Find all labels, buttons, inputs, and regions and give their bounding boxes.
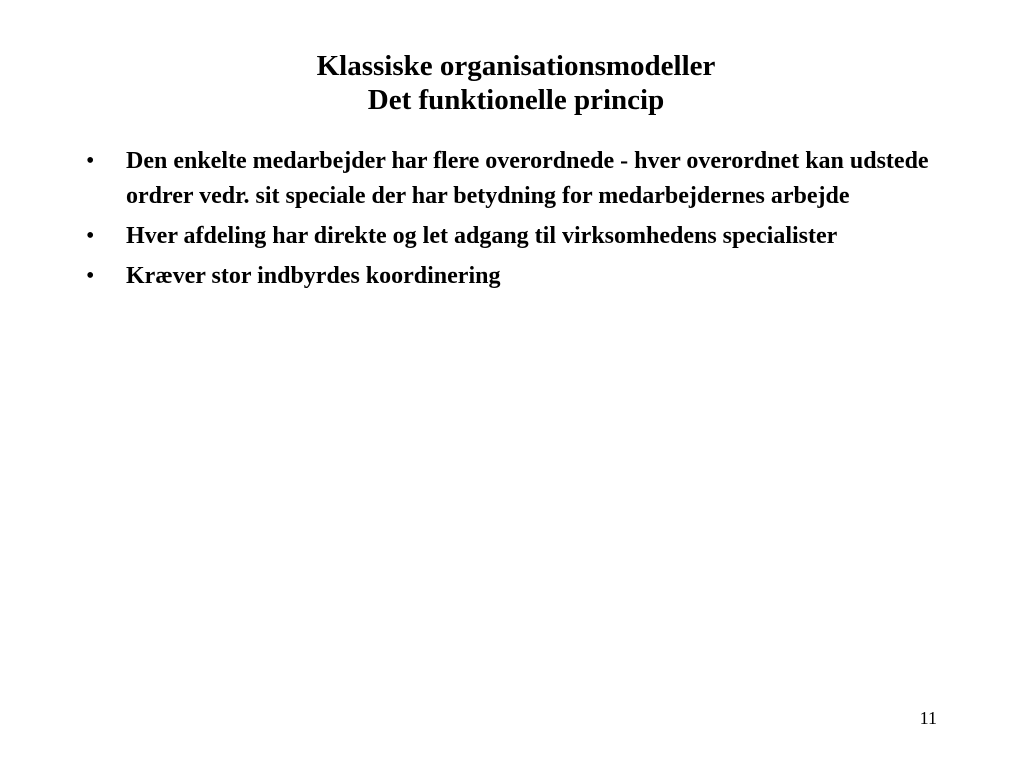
bullet-dot-icon: • (86, 148, 95, 174)
bullet-item (84, 144, 944, 214)
bullet-dot-icon: • (86, 263, 95, 289)
bullet-text: Hver afdeling har direkte og let adgang til virksomhedens specialister (126, 223, 838, 249)
page-number: 11 (919, 708, 937, 728)
bullet-list (84, 144, 944, 299)
bullet-item (84, 259, 944, 294)
bullet-text: Den enkelte medarbejder har flere overordnede - hver overordnet kan udstede ordrer vedr. sit speciale der har betydning for medarbejdernes arbejde (126, 148, 929, 209)
title-line-main: Klassiske organisationsmodeller (316, 50, 716, 82)
bullet-text: Kræver stor indbyrdes koordinering (126, 263, 501, 289)
bullet-dot-icon: • (86, 223, 95, 249)
title-line-subtitle: Det funktionelle princip (367, 84, 665, 116)
bullet-item (84, 219, 944, 254)
slide-title (0, 49, 1024, 117)
